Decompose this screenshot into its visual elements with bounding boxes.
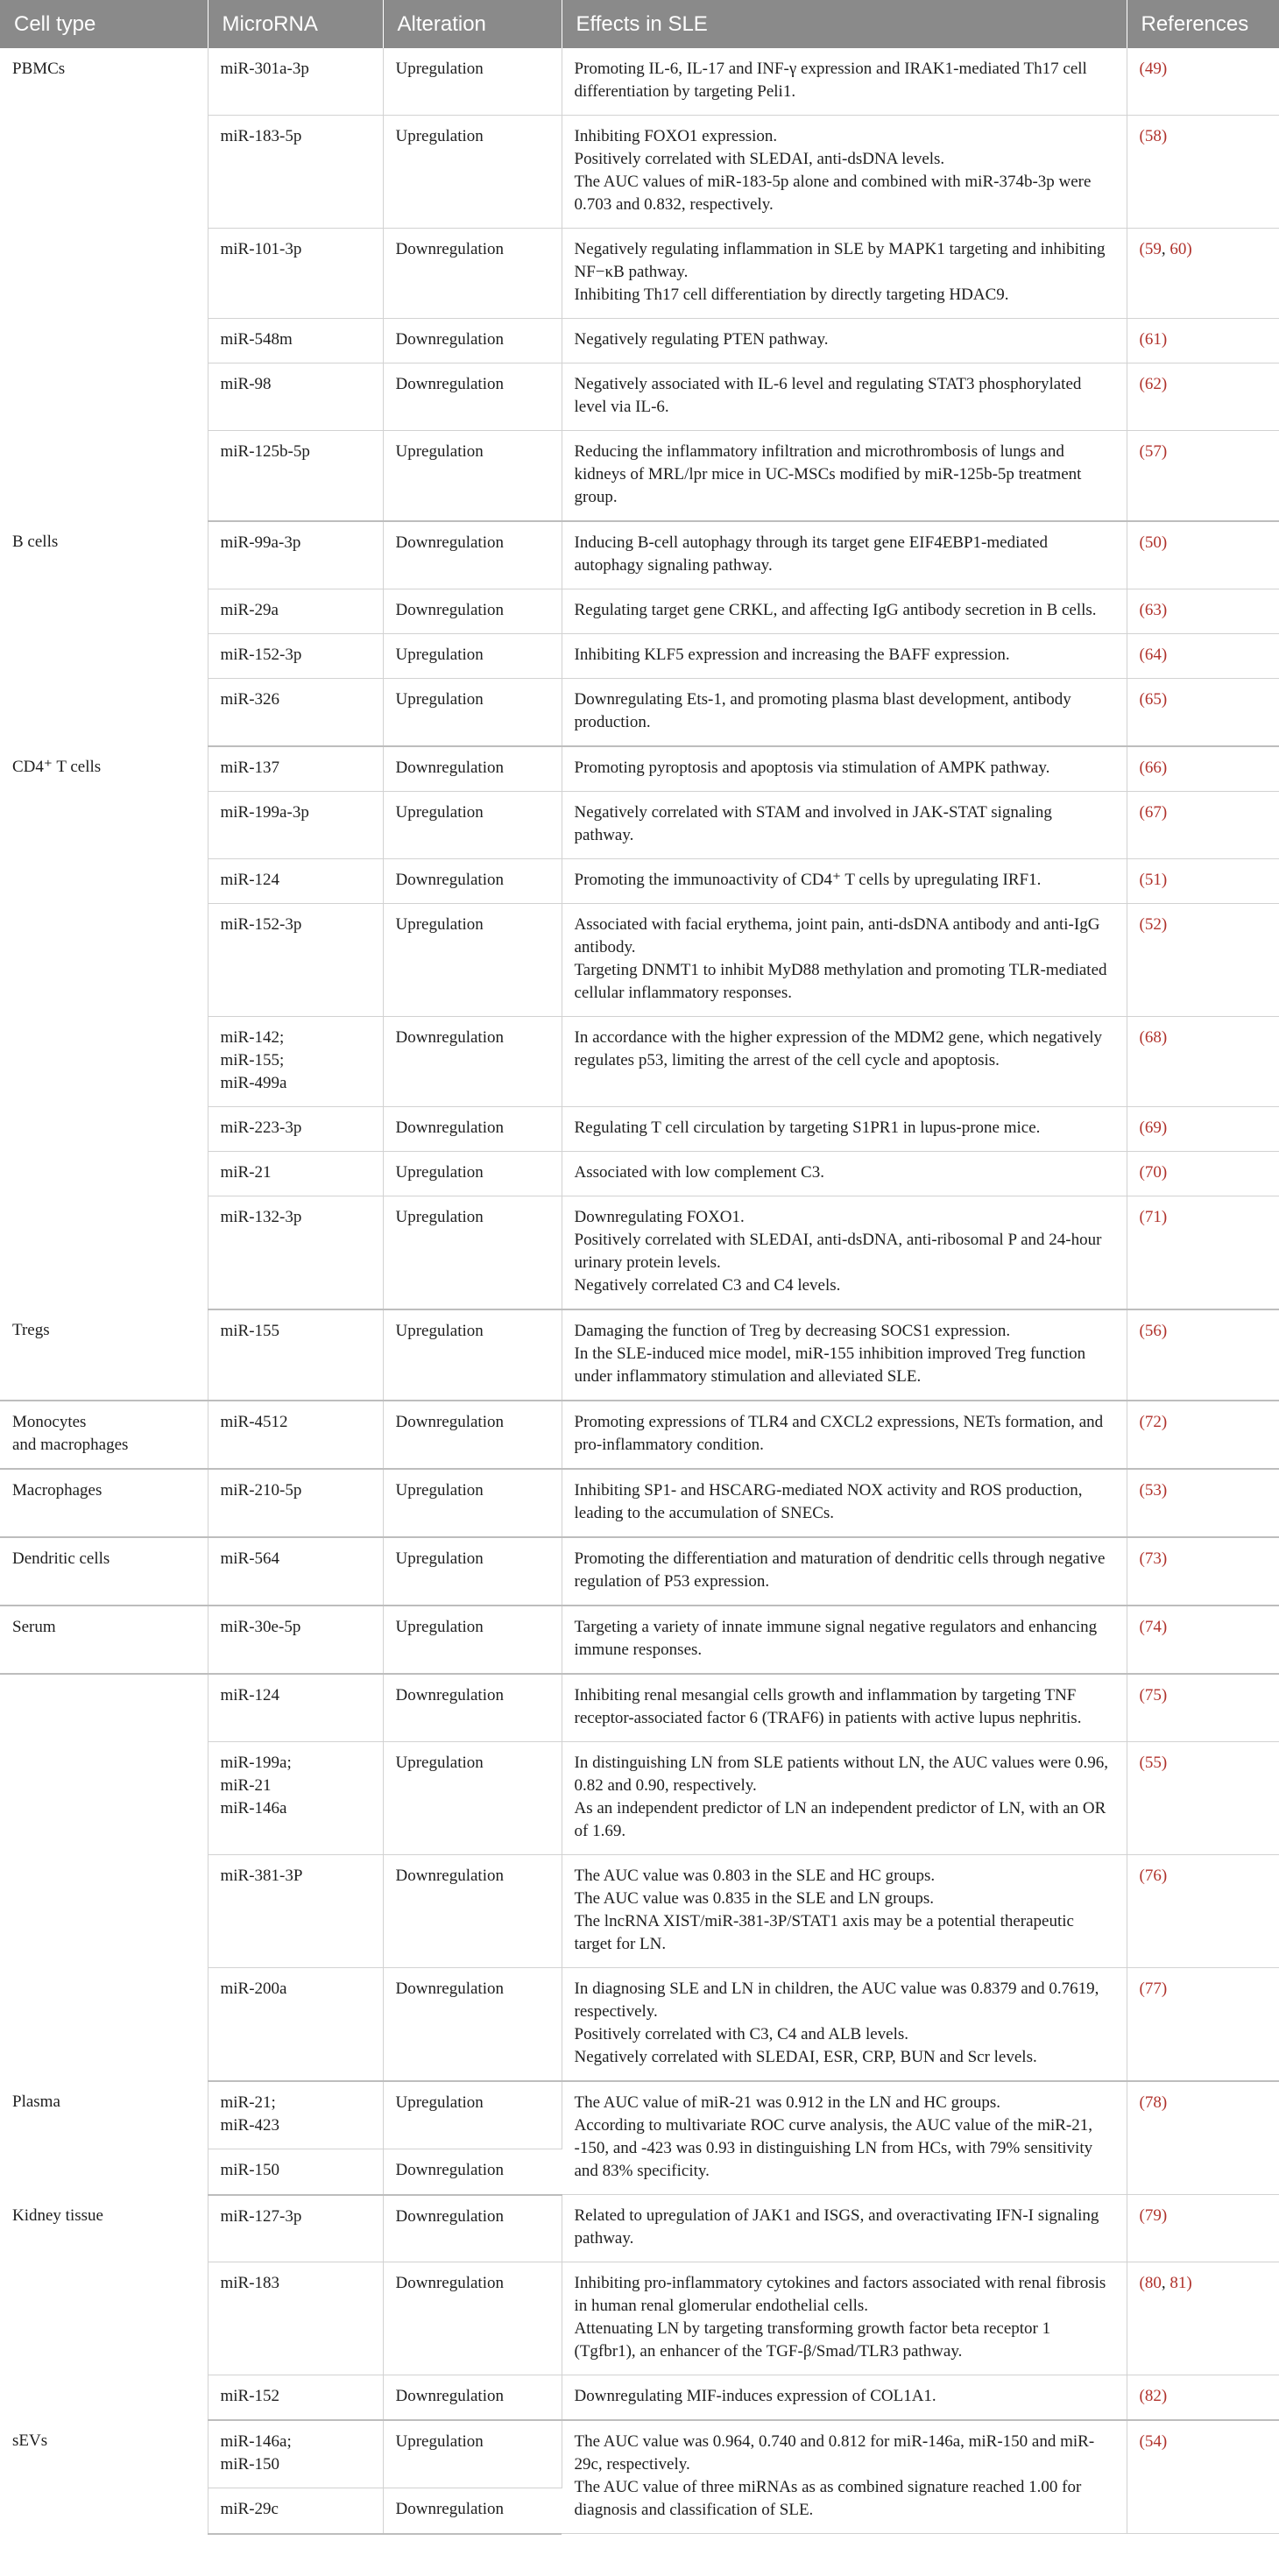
effects-cell — [562, 48, 1127, 116]
microrna-cell: miR-132-3p — [208, 1196, 383, 1310]
table-row — [0, 48, 1279, 116]
microrna-cell: miR-152-3p — [208, 904, 383, 1017]
cell-type-label: sEVs — [0, 2420, 208, 2534]
microrna-cell: miR-152-3p — [208, 634, 383, 679]
references-cell — [1127, 319, 1279, 363]
references-cell — [1127, 589, 1279, 634]
reference-link[interactable]: (66) — [1139, 759, 1168, 777]
references-cell — [1127, 1469, 1279, 1537]
table-row — [0, 1309, 1279, 1401]
alteration-cell: Downregulation — [383, 1401, 562, 1469]
alteration-cell: Upregulation — [383, 679, 562, 747]
table-row — [0, 1469, 1279, 1537]
effects-cell — [562, 859, 1127, 904]
references-cell — [1127, 1674, 1279, 1742]
reference-link[interactable]: 81) — [1169, 2274, 1192, 2292]
references-cell — [1127, 1196, 1279, 1310]
effects-cell — [562, 116, 1127, 229]
effect-text: Negatively regulating PTEN pathway. — [574, 330, 829, 349]
alteration-cell: Upregulation — [383, 1152, 562, 1196]
table-row — [0, 1674, 1279, 1742]
references-cell — [1127, 1606, 1279, 1674]
reference-link[interactable]: (63) — [1139, 601, 1168, 619]
microrna-cell: miR-301a-3p — [208, 48, 383, 116]
reference-link[interactable]: (57) — [1139, 442, 1168, 461]
effects-cell — [562, 1742, 1127, 1855]
table-row — [0, 2081, 1279, 2149]
effect-text: Positively correlated with SLEDAI, anti-dsDNA, anti-ribosomal P and 24-hour urinary protein levels. — [574, 1231, 1102, 1272]
effect-text: Related to upregulation of JAK1 and ISGS, and overactivating IFN-I signaling pathway. — [574, 2206, 1099, 2248]
effects-cell — [562, 746, 1127, 792]
effect-text: Regulating T cell circulation by targeting S1PR1 in lupus-prone mice. — [574, 1119, 1041, 1137]
cell-type-label: Plasma — [0, 2081, 208, 2195]
alteration-cell: Downregulation — [383, 1855, 562, 1968]
effects-cell — [562, 1469, 1127, 1537]
reference-link[interactable]: (79) — [1139, 2206, 1168, 2225]
reference-link[interactable]: (72) — [1139, 1413, 1168, 1431]
microrna-cell: miR-29a — [208, 589, 383, 634]
alteration-cell: Downregulation — [383, 859, 562, 904]
cell-type-label: Dendritic cells — [0, 1537, 208, 1606]
alteration-cell: Upregulation — [383, 1196, 562, 1310]
reference-link[interactable]: (61) — [1139, 330, 1168, 349]
effects-cell — [562, 1855, 1127, 1968]
alteration-cell: Downregulation — [383, 2195, 562, 2262]
alteration-cell: Upregulation — [383, 1742, 562, 1855]
cell-type-label: Tregs — [0, 1309, 208, 1401]
effects-cell — [562, 521, 1127, 589]
effect-text: In distinguishing LN from SLE patients without LN, the AUC values were 0.96, 0.82 and 0.90, respectively. — [574, 1754, 1109, 1795]
effects-cell — [562, 679, 1127, 747]
reference-link[interactable]: (82) — [1139, 2387, 1168, 2405]
references-cell — [1127, 363, 1279, 431]
effect-text: Promoting the differentiation and maturation of dendritic cells through negative regulation of P53 expression. — [574, 1549, 1106, 1591]
references-cell — [1127, 1968, 1279, 2082]
alteration-cell: Upregulation — [383, 2420, 562, 2488]
references-cell — [1127, 1309, 1279, 1401]
alteration-cell: Downregulation — [383, 746, 562, 792]
reference-link[interactable]: (51) — [1139, 871, 1168, 889]
alteration-cell: Downregulation — [383, 319, 562, 363]
effects-cell — [562, 2195, 1127, 2262]
effect-text: Damaging the function of Treg by decreasing SOCS1 expression. — [574, 1322, 1011, 1340]
cell-type-label: Kidney tissue — [0, 2195, 208, 2421]
references-cell — [1127, 2195, 1279, 2262]
effects-cell — [562, 229, 1127, 319]
reference-link[interactable]: (80 — [1139, 2274, 1162, 2292]
effect-text: Positively correlated with C3, C4 and ALB levels. — [574, 2025, 909, 2043]
effect-text: Downregulating MIF-induces expression of COL1A1. — [574, 2387, 936, 2405]
microrna-cell: miR-200a — [208, 1968, 383, 2082]
microrna-cell: miR-210-5p — [208, 1469, 383, 1537]
effect-text: Promoting IL-6, IL-17 and INF-γ expression and IRAK1-mediated Th17 cell differentiation by targeting Peli1. — [574, 60, 1087, 101]
reference-link[interactable]: (62) — [1139, 375, 1168, 393]
effects-cell — [562, 431, 1127, 522]
microrna-cell: miR-4512 — [208, 1401, 383, 1469]
references-cell — [1127, 904, 1279, 1017]
reference-link[interactable]: (53) — [1139, 1481, 1168, 1500]
reference-link[interactable]: (64) — [1139, 646, 1168, 664]
cell-type-label: B cells — [0, 521, 208, 746]
microrna-cell: miR-30e-5p — [208, 1606, 383, 1674]
reference-link[interactable]: (68) — [1139, 1028, 1168, 1047]
reference-link[interactable]: (76) — [1139, 1867, 1168, 1885]
microrna-cell: miR-137 — [208, 746, 383, 792]
header-references: References — [1127, 0, 1279, 48]
effect-text: Negatively correlated with SLEDAI, ESR, CRP, BUN and Scr levels. — [574, 2048, 1037, 2066]
effect-text: The AUC value was 0.964, 0.740 and 0.812 for miR-146a, miR-150 and miR-29c, respectively. — [574, 2432, 1095, 2474]
effects-cell — [562, 1401, 1127, 1469]
alteration-cell: Downregulation — [383, 589, 562, 634]
effect-text: Inhibiting pro-inflammatory cytokines and factors associated with renal fibrosis in human renal glomerular endothelial cells. — [574, 2274, 1106, 2315]
effects-cell — [562, 319, 1127, 363]
effects-cell — [562, 792, 1127, 859]
microrna-cell: miR-183 — [208, 2262, 383, 2375]
alteration-cell: Upregulation — [383, 1469, 562, 1537]
effects-cell — [562, 2262, 1127, 2375]
microrna-cell: miR-183-5p — [208, 116, 383, 229]
effect-text: Promoting expressions of TLR4 and CXCL2 expressions, NETs formation, and pro-inflammatory condition. — [574, 1413, 1104, 1454]
microrna-cell: miR-152 — [208, 2375, 383, 2421]
reference-link[interactable]: (78) — [1139, 2093, 1168, 2112]
effect-text: Reducing the inflammatory infiltration and microthrombosis of lungs and kidneys of MRL/lpr mice in UC-MSCs modified by miR-125b-5p treatment group. — [574, 442, 1082, 506]
microrna-cell: miR-99a-3p — [208, 521, 383, 589]
table-row — [0, 1537, 1279, 1606]
reference-link[interactable]: 60) — [1169, 240, 1192, 258]
alteration-cell: Upregulation — [383, 48, 562, 116]
references-cell — [1127, 746, 1279, 792]
effect-text: In diagnosing SLE and LN in children, the AUC value was 0.8379 and 0.7619, respectively. — [574, 1980, 1099, 2021]
reference-link[interactable]: (52) — [1139, 915, 1168, 934]
microrna-cell: miR-29c — [208, 2488, 383, 2534]
alteration-cell: Downregulation — [383, 1674, 562, 1742]
microrna-cell: miR-199a; miR-21 miR-146a — [208, 1742, 383, 1855]
effects-cell — [562, 1107, 1127, 1152]
microrna-cell: miR-101-3p — [208, 229, 383, 319]
effects-cell — [562, 1674, 1127, 1742]
cell-type-label: Monocytes and macrophages — [0, 1401, 208, 1469]
header-microrna: MicroRNA — [208, 0, 383, 48]
references-cell — [1127, 116, 1279, 229]
references-cell — [1127, 1152, 1279, 1196]
references-cell — [1127, 2375, 1279, 2421]
microrna-cell: miR-142; miR-155; miR-499a — [208, 1017, 383, 1107]
reference-link[interactable]: (69) — [1139, 1119, 1168, 1137]
references-cell — [1127, 1855, 1279, 1968]
effects-cell — [562, 1017, 1127, 1107]
references-cell: (80, 81) — [1127, 2262, 1279, 2375]
effects-cell — [562, 1968, 1127, 2082]
effect-text: Positively correlated with SLEDAI, anti-dsDNA levels. — [574, 150, 945, 168]
reference-link[interactable]: (74) — [1139, 1618, 1168, 1636]
effects-cell — [562, 2081, 1127, 2195]
alteration-cell: Downregulation — [383, 1968, 562, 2082]
alteration-cell: Downregulation — [383, 363, 562, 431]
table-row — [0, 2195, 1279, 2262]
references-cell — [1127, 2420, 1279, 2534]
alteration-cell: Downregulation — [383, 1017, 562, 1107]
cell-type-label: PBMCs — [0, 48, 208, 521]
reference-link[interactable]: (77) — [1139, 1980, 1168, 1998]
alteration-cell: Upregulation — [383, 1309, 562, 1401]
microrna-cell: miR-98 — [208, 363, 383, 431]
effects-cell — [562, 1309, 1127, 1401]
effect-text: Associated with facial erythema, joint pain, anti-dsDNA antibody and anti-IgG antibody. — [574, 915, 1100, 956]
effects-cell — [562, 904, 1127, 1017]
effect-text: The lncRNA XIST/miR-381-3P/STAT1 axis may be a potential therapeutic target for LN. — [574, 1912, 1074, 1953]
table-row — [0, 2420, 1279, 2488]
effect-text: Negatively regulating inflammation in SLE by MAPK1 targeting and inhibiting NF−κB pathway. — [574, 240, 1106, 281]
cell-type-label: Macrophages — [0, 1469, 208, 1537]
effect-text: According to multivariate ROC curve analysis, the AUC value of the miR-21, -150, and -423 was 0.93 in distinguishing LN from HCs, with 79% sensitivity and 83% specificity. — [574, 2116, 1093, 2180]
alteration-cell: Downregulation — [383, 1107, 562, 1152]
reference-link[interactable]: (65) — [1139, 690, 1168, 709]
microrna-cell: miR-326 — [208, 679, 383, 747]
microrna-cell: miR-124 — [208, 1674, 383, 1742]
reference-link[interactable]: (67) — [1139, 803, 1168, 822]
microrna-cell: miR-127-3p — [208, 2195, 383, 2262]
microrna-cell: miR-125b-5p — [208, 431, 383, 522]
alteration-cell: Upregulation — [383, 904, 562, 1017]
effect-text: The AUC value of three miRNAs as as combined signature reached 1.00 for diagnosis and classification of SLE. — [574, 2478, 1082, 2519]
effects-cell — [562, 2375, 1127, 2421]
effects-cell — [562, 1537, 1127, 1606]
alteration-cell: Downregulation — [383, 2262, 562, 2375]
references-cell — [1127, 2081, 1279, 2195]
header-effects: Effects in SLE — [562, 0, 1127, 48]
cell-type-label: Serum — [0, 1606, 208, 1674]
references-cell — [1127, 1017, 1279, 1107]
alteration-cell: Upregulation — [383, 634, 562, 679]
reference-link[interactable]: (70) — [1139, 1163, 1168, 1182]
effects-cell — [562, 634, 1127, 679]
microrna-cell: miR-381-3P — [208, 1855, 383, 1968]
alteration-cell: Upregulation — [383, 116, 562, 229]
effects-cell — [562, 589, 1127, 634]
references-cell: (59, 60) — [1127, 229, 1279, 319]
alteration-cell: Upregulation — [383, 1537, 562, 1606]
alteration-cell: Upregulation — [383, 792, 562, 859]
header-cell-type: Cell type — [0, 0, 208, 48]
reference-link[interactable]: (55) — [1139, 1754, 1168, 1772]
cell-type-label: CD4⁺ T cells — [0, 746, 208, 1309]
references-cell — [1127, 521, 1279, 589]
header-alteration: Alteration — [383, 0, 562, 48]
effect-text: In the SLE-induced mice model, miR-155 inhibition improved Treg function under inflammatory stimulation and alleviated SLE. — [574, 1344, 1086, 1386]
microrna-cell: miR-124 — [208, 859, 383, 904]
microrna-cell: miR-155 — [208, 1309, 383, 1401]
effects-cell — [562, 1196, 1127, 1310]
microrna-cell: miR-548m — [208, 319, 383, 363]
effects-cell — [562, 1606, 1127, 1674]
alteration-cell: Downregulation — [383, 229, 562, 319]
effect-text: Inhibiting FOXO1 expression. — [574, 127, 778, 145]
effect-text: As an independent predictor of LN an independent predictor of LN, with an OR of 1.69. — [574, 1799, 1106, 1840]
microrna-cell: miR-564 — [208, 1537, 383, 1606]
effect-text: Attenuating LN by targeting transforming growth factor beta receptor 1 (Tgfbr1), an enhancer of the TGF-β/Smad/TLR3 pathway. — [574, 2319, 1051, 2361]
alteration-cell: Upregulation — [383, 1606, 562, 1674]
effect-text: Downregulating FOXO1. — [574, 1208, 745, 1226]
effect-text: Targeting a variety of innate immune signal negative regulators and enhancing immune responses. — [574, 1618, 1098, 1659]
references-cell — [1127, 1107, 1279, 1152]
reference-link[interactable]: (71) — [1139, 1208, 1168, 1226]
effect-text: In accordance with the higher expression of the MDM2 gene, which negatively regulates p53, limiting the arrest of the cell cycle and apoptosis. — [574, 1028, 1103, 1069]
reference-link[interactable]: (54) — [1139, 2432, 1168, 2451]
effect-text: Regulating target gene CRKL, and affecting IgG antibody secretion in B cells. — [574, 601, 1097, 619]
table-row — [0, 1606, 1279, 1674]
alteration-cell: Downregulation — [383, 2488, 562, 2534]
references-cell — [1127, 1537, 1279, 1606]
microrna-cell: miR-21 — [208, 1152, 383, 1196]
references-cell — [1127, 48, 1279, 116]
reference-link[interactable]: (73) — [1139, 1549, 1168, 1568]
table-row — [0, 1401, 1279, 1469]
effect-text: Associated with low complement C3. — [574, 1163, 824, 1182]
references-cell — [1127, 431, 1279, 522]
reference-link[interactable]: (58) — [1139, 127, 1168, 145]
effects-cell — [562, 363, 1127, 431]
cell-type-label — [0, 1674, 208, 2081]
microrna-cell: miR-150 — [208, 2149, 383, 2195]
effect-text: Negatively correlated C3 and C4 levels. — [574, 1276, 841, 1295]
effect-text: Inhibiting renal mesangial cells growth and inflammation by targeting TNF receptor-associated factor 6 (TRAF6) in patients with active lupus nephritis. — [574, 1686, 1082, 1727]
references-cell — [1127, 859, 1279, 904]
effects-cell — [562, 2420, 1127, 2534]
microrna-cell: miR-199a-3p — [208, 792, 383, 859]
effect-text: Negatively associated with IL-6 level and regulating STAT3 phosphorylated level via IL-6. — [574, 375, 1082, 416]
alteration-cell: Upregulation — [383, 431, 562, 522]
effect-text: The AUC value of miR-21 was 0.912 in the LN and HC groups. — [574, 2093, 1001, 2112]
microrna-cell: miR-223-3p — [208, 1107, 383, 1152]
effect-text: Negatively correlated with STAM and involved in JAK-STAT signaling pathway. — [574, 803, 1052, 844]
microrna-cell: miR-21; miR-423 — [208, 2081, 383, 2149]
effect-text: The AUC value was 0.803 in the SLE and HC groups. — [574, 1867, 936, 1885]
alteration-cell: Upregulation — [383, 2081, 562, 2149]
alteration-cell: Downregulation — [383, 521, 562, 589]
effect-text: The AUC values of miR-183-5p alone and combined with miR-374b-3p were 0.703 and 0.832, respectively. — [574, 173, 1092, 214]
reference-link[interactable]: (75) — [1139, 1686, 1168, 1704]
reference-link[interactable]: (50) — [1139, 533, 1168, 552]
effect-text: Inhibiting KLF5 expression and increasing the BAFF expression. — [574, 646, 1010, 664]
effect-text: Inducing B-cell autophagy through its target gene EIF4EBP1-mediated autophagy signaling pathway. — [574, 533, 1048, 575]
header-row — [0, 0, 1279, 48]
table-row — [0, 746, 1279, 792]
table-row — [0, 521, 1279, 589]
references-cell — [1127, 679, 1279, 747]
effect-text: Inhibiting SP1- and HSCARG-mediated NOX activity and ROS production, leading to the accumulation of SNECs. — [574, 1481, 1083, 1522]
effect-text: Inhibiting Th17 cell differentiation by directly targeting HDAC9. — [574, 286, 1009, 304]
reference-link[interactable]: (59 — [1139, 240, 1162, 258]
effect-text: Downregulating Ets-1, and promoting plasma blast development, antibody production. — [574, 690, 1071, 731]
effect-text: Promoting pyroptosis and apoptosis via stimulation of AMPK pathway. — [574, 759, 1050, 777]
reference-link[interactable]: (56) — [1139, 1322, 1168, 1340]
effect-text: Promoting the immunoactivity of CD4⁺ T cells by upregulating IRF1. — [574, 871, 1042, 889]
effect-text: The AUC value was 0.835 in the SLE and LN groups. — [574, 1889, 935, 1908]
alteration-cell: Downregulation — [383, 2149, 562, 2195]
reference-link[interactable]: (49) — [1139, 60, 1168, 78]
effects-cell — [562, 1152, 1127, 1196]
microrna-cell: miR-146a; miR-150 — [208, 2420, 383, 2488]
effect-text: Targeting DNMT1 to inhibit MyD88 methylation and promoting TLR-mediated cellular inflammatory responses. — [574, 961, 1107, 1002]
alteration-cell: Downregulation — [383, 2375, 562, 2421]
references-cell — [1127, 1742, 1279, 1855]
references-cell — [1127, 634, 1279, 679]
references-cell — [1127, 1401, 1279, 1469]
table-body — [0, 48, 1279, 2534]
references-cell — [1127, 792, 1279, 859]
